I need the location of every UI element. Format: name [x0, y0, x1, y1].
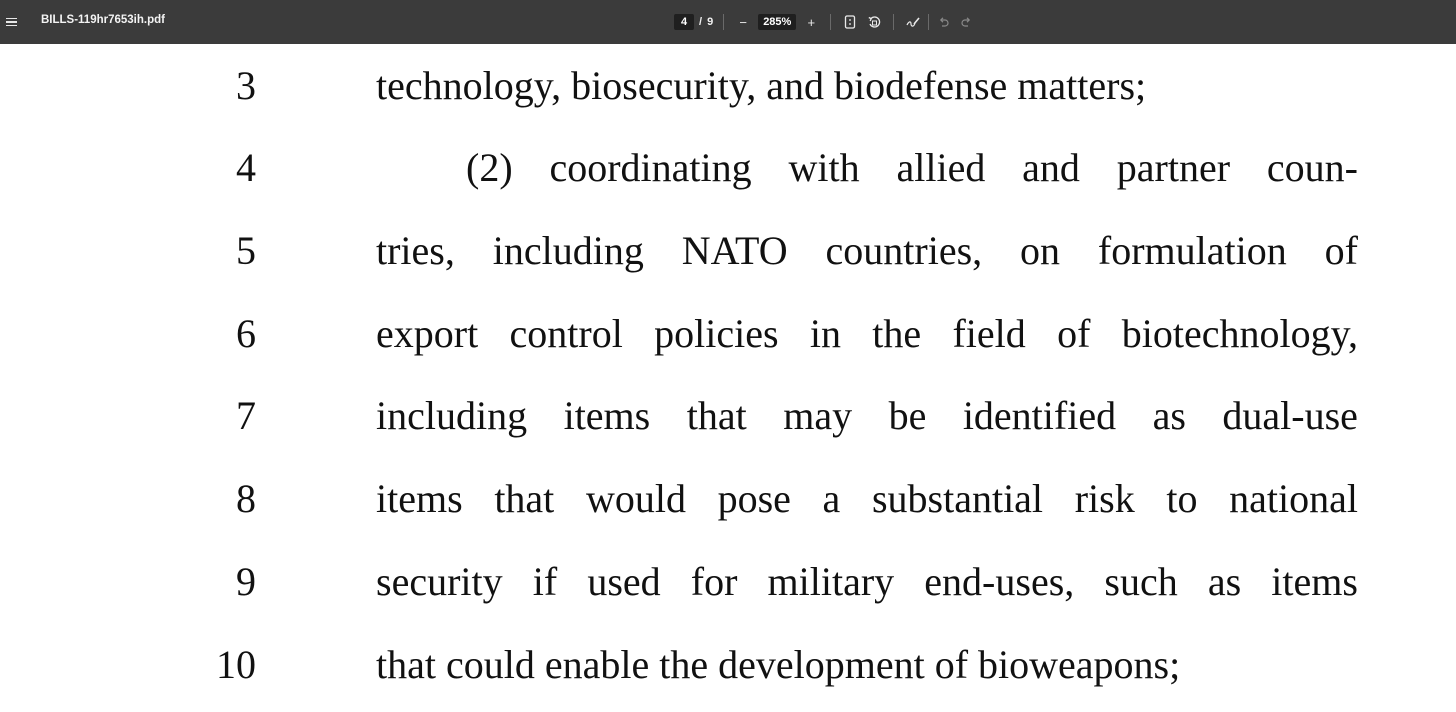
line-text: that could enable the development of bioweapons; [376, 642, 1181, 687]
line-text: items that would pose a substantial risk to national [376, 476, 1358, 521]
line-text: (2) coordinating with allied and partner coun- [466, 145, 1358, 190]
page-number-input[interactable]: 4 [674, 14, 694, 30]
line-text: tries, including NATO countries, on formulation of [376, 228, 1358, 273]
toolbar-divider [893, 14, 894, 30]
toolbar-divider [928, 14, 929, 30]
line-text: technology, biosecurity, and biodefense matters; [376, 63, 1147, 108]
undo-icon[interactable] [935, 13, 953, 31]
zoom-level-input[interactable]: 285% [758, 14, 796, 30]
rotate-icon[interactable] [865, 13, 883, 31]
line-number: 3 [236, 63, 256, 108]
document-line [0, 374, 1456, 456]
toolbar-center-controls [674, 11, 975, 33]
annotate-pen-icon[interactable] [904, 13, 922, 31]
document-line [0, 457, 1456, 539]
line-text: including items that may be identified as dual-use [376, 393, 1358, 438]
toolbar-divider [723, 14, 724, 30]
pdf-page-view [0, 44, 1456, 712]
line-number: 9 [236, 559, 256, 604]
document-line [0, 126, 1456, 208]
line-text: security if used for military end-uses, such as items [376, 559, 1358, 604]
line-number: 6 [236, 311, 256, 356]
page-total: 9 [707, 16, 714, 28]
line-text: export control policies in the field of biotechnology, [376, 311, 1358, 356]
fit-page-icon[interactable] [841, 13, 859, 31]
document-line [0, 623, 1456, 705]
line-number: 4 [236, 145, 256, 190]
zoom-in-button[interactable]: + [807, 14, 816, 30]
line-number: 10 [216, 642, 256, 687]
document-line [0, 540, 1456, 622]
page-separator: / [699, 16, 703, 28]
redo-icon[interactable] [957, 13, 975, 31]
document-line [0, 209, 1456, 291]
line-number: 7 [236, 393, 256, 438]
menu-icon[interactable] [6, 13, 22, 31]
toolbar-divider [830, 14, 831, 30]
document-line [0, 44, 1456, 126]
line-number: 5 [236, 228, 256, 273]
document-line [0, 292, 1456, 374]
zoom-out-button[interactable]: − [739, 14, 747, 30]
document-title: BILLS-119hr7653ih.pdf [41, 14, 165, 26]
pdf-toolbar [0, 0, 1456, 44]
line-number: 8 [236, 476, 256, 521]
